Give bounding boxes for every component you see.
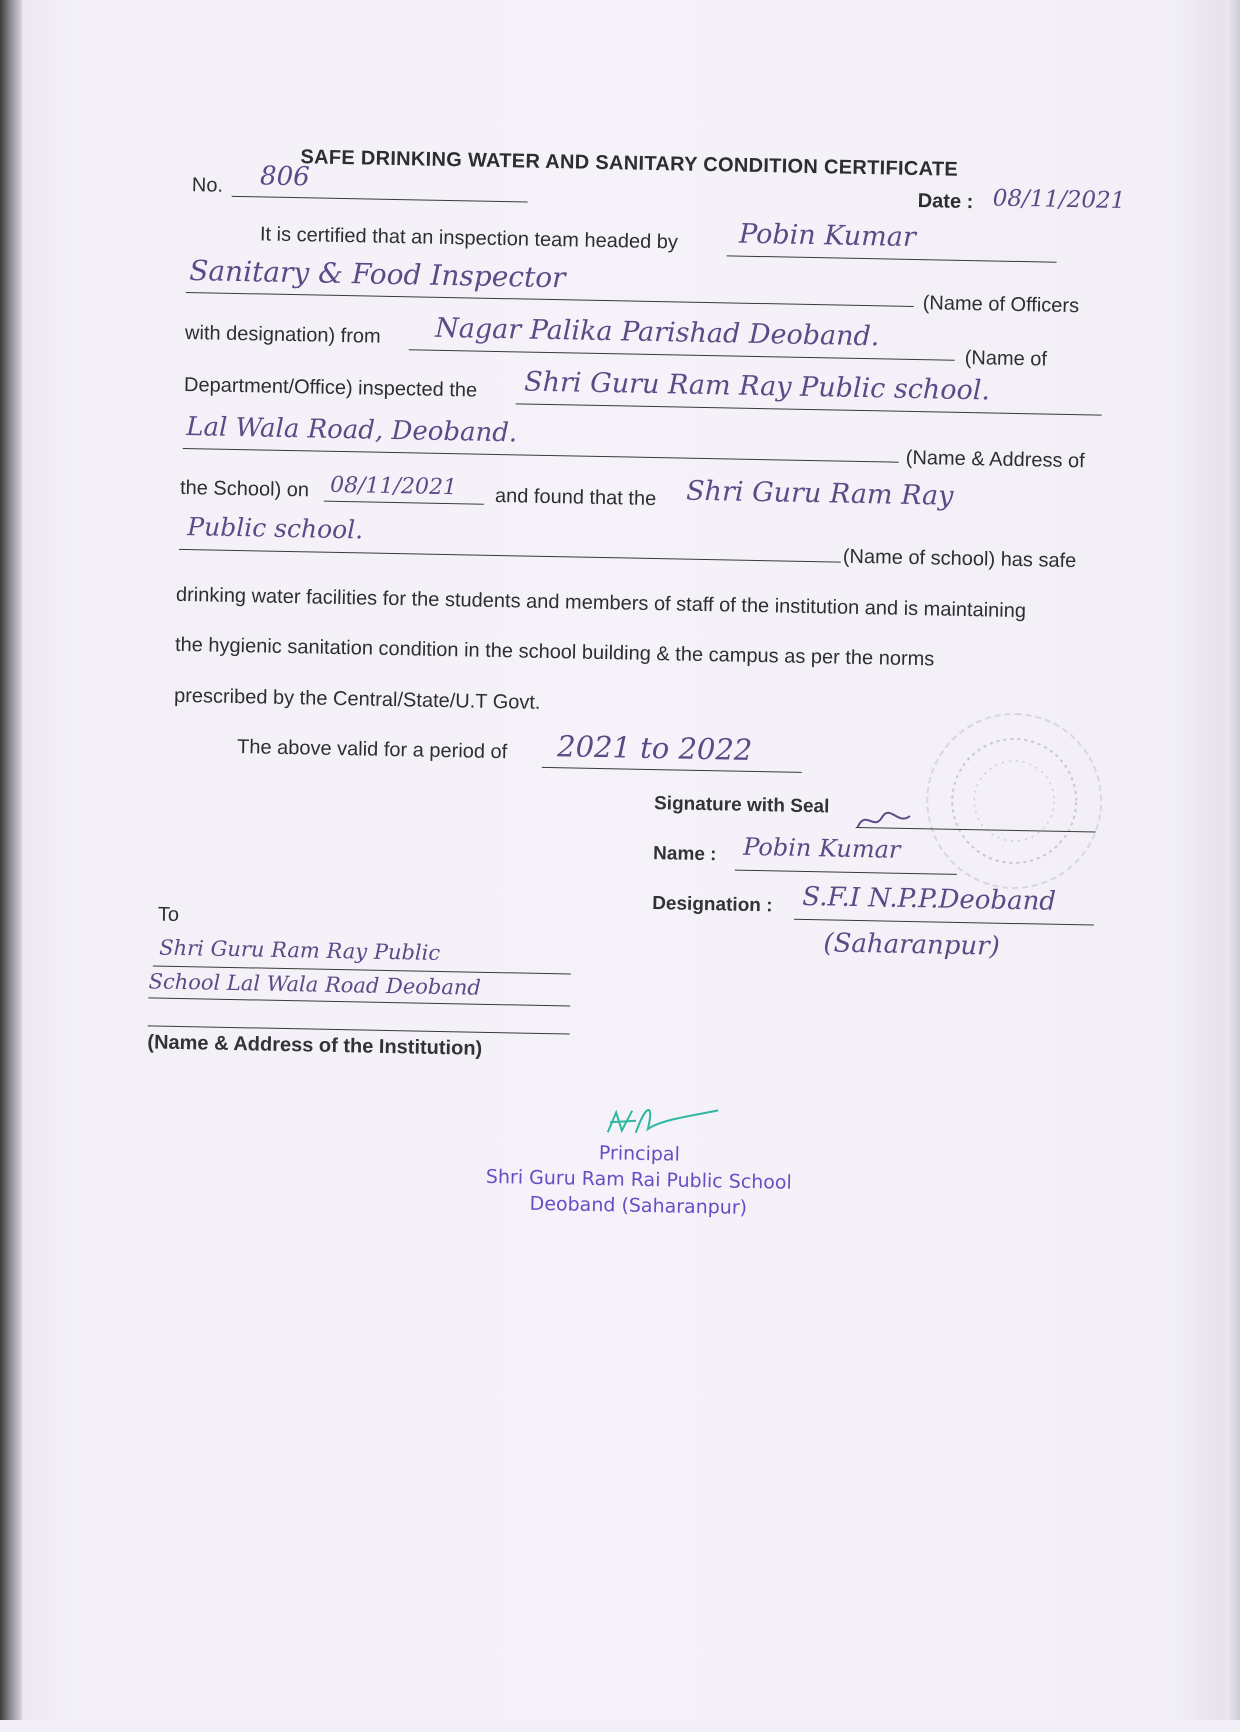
certified-text: It is certified that an inspection team headed by bbox=[259, 223, 679, 254]
designation-underline-2 bbox=[794, 919, 1094, 926]
school-address-underline bbox=[183, 448, 899, 463]
to-line-1: Shri Guru Ram Ray Public bbox=[159, 935, 441, 965]
body-line-1: drinking water facilities for the students and members of staff of the institution and is maintaining bbox=[175, 583, 1027, 623]
school-address: Lal Wala Road, Deoband. bbox=[185, 412, 518, 449]
no-underline bbox=[232, 196, 528, 203]
designation-value-2: (Saharanpur) bbox=[823, 928, 1001, 962]
officer-label: (Name of Officers bbox=[922, 292, 1080, 318]
principal-title: Principal bbox=[598, 1142, 681, 1166]
inspection-date-underline bbox=[324, 501, 484, 505]
faint-seal-stamp bbox=[925, 711, 1104, 890]
seal-ring-icon bbox=[927, 713, 1102, 888]
with-designation-text: with designation) from bbox=[184, 321, 381, 348]
inspector-name: Pobin Kumar bbox=[738, 218, 917, 253]
name-of-school-label: (Name of school) has safe bbox=[842, 545, 1077, 573]
principal-school-place: Deoband (Saharanpur) bbox=[529, 1192, 748, 1219]
valid-text: The above valid for a period of bbox=[236, 736, 508, 764]
date-label: Date : bbox=[917, 190, 974, 214]
school-name-2b: Public school. bbox=[187, 512, 364, 545]
found-text: and found that the bbox=[494, 484, 657, 511]
school-name-1: Shri Guru Ram Ray Public school. bbox=[523, 366, 991, 407]
valid-period: 2021 to 2022 bbox=[556, 729, 753, 767]
body-line-2: the hygienic sanitation condition in the school building & the campus as per the norms bbox=[174, 633, 935, 671]
name-address-label: (Name & Address of bbox=[905, 446, 1085, 473]
school-name-1-underline bbox=[516, 403, 1102, 415]
department-name: Nagar Palika Parishad Deoband. bbox=[434, 312, 880, 353]
valid-period-underline bbox=[542, 767, 802, 773]
to-label: To bbox=[157, 903, 180, 926]
body-line-3: prescribed by the Central/State/U.T Govt. bbox=[173, 684, 541, 714]
designation-underline bbox=[186, 292, 914, 307]
certificate-title: SAFE DRINKING WATER AND SANITARY CONDITION CERTIFICATE bbox=[300, 146, 959, 181]
to-line-2-underline bbox=[148, 997, 570, 1006]
no-value: 806 bbox=[259, 161, 310, 193]
signature-label: Signature with Seal bbox=[653, 793, 830, 818]
name-label: Name : bbox=[652, 843, 717, 866]
institution-label: (Name & Address of the Institution) bbox=[147, 1031, 483, 1060]
inspector-signature-icon bbox=[854, 805, 915, 836]
date-value: 08/11/2021 bbox=[992, 185, 1126, 215]
school-name-2-underline bbox=[179, 549, 841, 563]
inspector-designation: Sanitary & Food Inspector bbox=[188, 254, 566, 295]
designation-label: Designation : bbox=[651, 893, 773, 917]
school-on-text: the School) on bbox=[179, 476, 310, 502]
name-of-label: (Name of bbox=[964, 346, 1048, 371]
no-label: No. bbox=[191, 174, 224, 197]
inspection-date: 08/11/2021 bbox=[329, 472, 458, 501]
to-line-2: School Lal Wala Road Deoband bbox=[148, 969, 482, 1000]
name-underline bbox=[735, 870, 957, 875]
name-value: Pobin Kumar bbox=[743, 832, 901, 864]
inspector-name-underline bbox=[727, 255, 1057, 262]
designation-value: S.F.I N.P.P.Deoband bbox=[802, 881, 1057, 917]
school-name-2a: Shri Guru Ram Ray bbox=[685, 475, 954, 512]
principal-school-name: Shri Guru Ram Rai Public School bbox=[485, 1165, 793, 1194]
department-office-text: Department/Office) inspected the bbox=[183, 373, 478, 402]
principal-signature-icon bbox=[602, 1098, 723, 1146]
